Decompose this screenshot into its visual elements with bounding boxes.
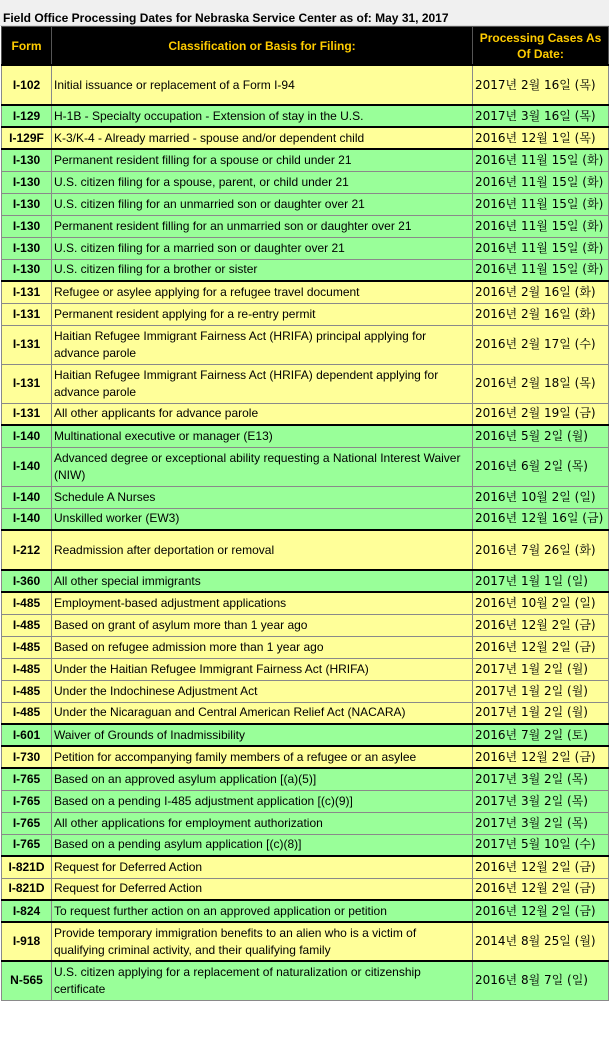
table-row (2, 171, 609, 193)
table-row (2, 403, 609, 425)
table-row (2, 215, 609, 237)
form-cell: I-485 (2, 680, 52, 702)
classification-cell: Request for Deferred Action (52, 878, 473, 900)
processing-date-cell: 2017년 5월 10일 (수) (473, 834, 609, 856)
form-cell: I-130 (2, 259, 52, 281)
processing-date-cell: 2016년 10월 2일 (일) (473, 592, 609, 614)
table-row (2, 237, 609, 259)
processing-date-column-header: Processing Cases As Of Date: (473, 27, 609, 66)
form-cell: I-140 (2, 486, 52, 508)
processing-date-cell: 2016년 2월 19일 (금) (473, 403, 609, 425)
processing-date-cell: 2016년 11월 15일 (화) (473, 171, 609, 193)
table-row (2, 530, 609, 570)
table-row (2, 127, 609, 149)
form-cell: I-131 (2, 303, 52, 325)
classification-cell: Advanced degree or exceptional ability requesting a National Interest Waiver (NIW) (52, 447, 473, 486)
processing-date-cell: 2016년 2월 17일 (수) (473, 325, 609, 364)
table-row (2, 878, 609, 900)
processing-date-cell: 2017년 1월 1일 (일) (473, 570, 609, 592)
form-cell: I-130 (2, 237, 52, 259)
processing-date-cell: 2017년 1월 2일 (월) (473, 658, 609, 680)
table-row (2, 193, 609, 215)
processing-date-cell: 2016년 12월 16일 (금) (473, 508, 609, 530)
classification-cell: Haitian Refugee Immigrant Fairness Act (HRIFA) dependent applying for advance parole (52, 364, 473, 403)
form-cell: I-140 (2, 447, 52, 486)
form-cell: I-131 (2, 281, 52, 303)
form-cell: I-821D (2, 856, 52, 878)
form-cell: I-485 (2, 592, 52, 614)
table-row (2, 746, 609, 768)
processing-date-cell: 2017년 2월 16일 (목) (473, 65, 609, 105)
classification-cell: Under the Haitian Refugee Immigrant Fairness Act (HRIFA) (52, 658, 473, 680)
classification-cell: U.S. citizen applying for a replacement of naturalization or citizenship certificate (52, 961, 473, 1000)
form-cell: I-212 (2, 530, 52, 570)
processing-date-cell: 2016년 12월 2일 (금) (473, 746, 609, 768)
processing-date-cell: 2016년 12월 2일 (금) (473, 878, 609, 900)
table-row (2, 364, 609, 403)
processing-date-cell: 2016년 11월 15일 (화) (473, 193, 609, 215)
table-row (2, 636, 609, 658)
processing-date-cell: 2016년 12월 2일 (금) (473, 856, 609, 878)
classification-cell: Based on an approved asylum application [(a)(5)] (52, 768, 473, 790)
form-cell: I-130 (2, 193, 52, 215)
processing-date-cell: 2016년 11월 15일 (화) (473, 259, 609, 281)
processing-date-cell: 2016년 10월 2일 (일) (473, 486, 609, 508)
table-row (2, 856, 609, 878)
form-cell: I-129 (2, 105, 52, 127)
classification-cell: Petition for accompanying family members of a refugee or an asylee (52, 746, 473, 768)
table-row (2, 614, 609, 636)
table-row (2, 812, 609, 834)
table-row (2, 768, 609, 790)
processing-date-cell: 2016년 12월 2일 (금) (473, 900, 609, 922)
form-cell: I-918 (2, 922, 52, 961)
classification-cell: All other special immigrants (52, 570, 473, 592)
classification-cell: Readmission after deportation or removal (52, 530, 473, 570)
form-cell: I-765 (2, 812, 52, 834)
classification-cell: U.S. citizen filing for an unmarried son or daughter over 21 (52, 193, 473, 215)
classification-cell: All other applicants for advance parole (52, 403, 473, 425)
classification-cell: U.S. citizen filing for a married son or daughter over 21 (52, 237, 473, 259)
processing-date-cell: 2016년 6월 2일 (목) (473, 447, 609, 486)
table-row (2, 680, 609, 702)
classification-cell: Initial issuance or replacement of a Form I-94 (52, 65, 473, 105)
processing-date-cell: 2017년 3월 2일 (목) (473, 768, 609, 790)
processing-date-cell: 2016년 11월 15일 (화) (473, 237, 609, 259)
form-cell: I-130 (2, 215, 52, 237)
form-cell: I-485 (2, 658, 52, 680)
processing-date-cell: 2017년 3월 16일 (목) (473, 105, 609, 127)
form-cell: I-485 (2, 614, 52, 636)
table-header-row (2, 27, 609, 66)
classification-cell: Permanent resident filling for a spouse or child under 21 (52, 149, 473, 171)
table-row (2, 961, 609, 1000)
table-row (2, 922, 609, 961)
classification-cell: Haitian Refugee Immigrant Fairness Act (HRIFA) principal applying for advance parole (52, 325, 473, 364)
processing-date-cell: 2017년 1월 2일 (월) (473, 680, 609, 702)
classification-cell: Refugee or asylee applying for a refugee travel document (52, 281, 473, 303)
processing-date-cell: 2017년 3월 2일 (목) (473, 790, 609, 812)
table-row (2, 281, 609, 303)
form-cell: I-824 (2, 900, 52, 922)
classification-cell: Unskilled worker (EW3) (52, 508, 473, 530)
form-cell: I-140 (2, 508, 52, 530)
table-row (2, 303, 609, 325)
form-cell: I-360 (2, 570, 52, 592)
classification-cell: Employment-based adjustment applications (52, 592, 473, 614)
processing-date-cell: 2016년 12월 2일 (금) (473, 614, 609, 636)
form-cell: I-485 (2, 702, 52, 724)
table-row (2, 658, 609, 680)
form-cell: I-821D (2, 878, 52, 900)
form-cell: I-130 (2, 171, 52, 193)
form-cell: N-565 (2, 961, 52, 1000)
classification-cell: Under the Nicaraguan and Central American Relief Act (NACARA) (52, 702, 473, 724)
processing-date-cell: 2016년 2월 18일 (목) (473, 364, 609, 403)
classification-cell: K-3/K-4 - Already married - spouse and/or dependent child (52, 127, 473, 149)
processing-date-cell: 2016년 12월 1일 (목) (473, 127, 609, 149)
form-cell: I-102 (2, 65, 52, 105)
processing-date-cell: 2016년 2월 16일 (화) (473, 303, 609, 325)
classification-cell: Based on a pending I-485 adjustment application [(c)(9)] (52, 790, 473, 812)
processing-date-cell: 2016년 11월 15일 (화) (473, 215, 609, 237)
processing-dates-table (1, 26, 609, 1001)
form-cell: I-131 (2, 325, 52, 364)
classification-cell: All other applications for employment authorization (52, 812, 473, 834)
processing-date-cell: 2016년 2월 16일 (화) (473, 281, 609, 303)
table-row (2, 447, 609, 486)
form-cell: I-131 (2, 403, 52, 425)
table-row (2, 65, 609, 105)
classification-cell: Based on a pending asylum application [(c)(8)] (52, 834, 473, 856)
classification-cell: Permanent resident applying for a re-entry permit (52, 303, 473, 325)
table-row (2, 486, 609, 508)
classification-column-header: Classification or Basis for Filing: (52, 27, 473, 66)
form-cell: I-129F (2, 127, 52, 149)
classification-cell: Request for Deferred Action (52, 856, 473, 878)
classification-cell: Based on refugee admission more than 1 year ago (52, 636, 473, 658)
table-row (2, 790, 609, 812)
page-title: Field Office Processing Dates for Nebraska Service Center as of: May 31, 2017 (0, 0, 609, 26)
form-column-header: Form (2, 27, 52, 66)
processing-date-cell: 2016년 7월 2일 (토) (473, 724, 609, 746)
table-row (2, 724, 609, 746)
classification-cell: Waiver of Grounds of Inadmissibility (52, 724, 473, 746)
form-cell: I-765 (2, 768, 52, 790)
form-cell: I-140 (2, 425, 52, 447)
processing-date-cell: 2016년 5월 2일 (월) (473, 425, 609, 447)
form-cell: I-765 (2, 834, 52, 856)
table-row (2, 325, 609, 364)
classification-cell: Permanent resident filling for an unmarried son or daughter over 21 (52, 215, 473, 237)
processing-date-cell: 2016년 8월 7일 (일) (473, 961, 609, 1000)
table-row (2, 702, 609, 724)
form-cell: I-131 (2, 364, 52, 403)
processing-date-cell: 2016년 7월 26일 (화) (473, 530, 609, 570)
classification-cell: H-1B - Specialty occupation - Extension of stay in the U.S. (52, 105, 473, 127)
form-cell: I-730 (2, 746, 52, 768)
table-row (2, 592, 609, 614)
classification-cell: U.S. citizen filing for a spouse, parent, or child under 21 (52, 171, 473, 193)
classification-cell: Schedule A Nurses (52, 486, 473, 508)
processing-date-cell: 2016년 12월 2일 (금) (473, 636, 609, 658)
table-row (2, 425, 609, 447)
table-row (2, 834, 609, 856)
table-body (2, 65, 609, 1000)
classification-cell: Based on grant of asylum more than 1 year ago (52, 614, 473, 636)
table-row (2, 259, 609, 281)
form-cell: I-765 (2, 790, 52, 812)
form-cell: I-130 (2, 149, 52, 171)
table-row (2, 570, 609, 592)
processing-date-cell: 2017년 1월 2일 (월) (473, 702, 609, 724)
table-row (2, 105, 609, 127)
form-cell: I-485 (2, 636, 52, 658)
table-row (2, 149, 609, 171)
table-row (2, 508, 609, 530)
classification-cell: U.S. citizen filing for a brother or sister (52, 259, 473, 281)
processing-date-cell: 2016년 11월 15일 (화) (473, 149, 609, 171)
form-cell: I-601 (2, 724, 52, 746)
classification-cell: Under the Indochinese Adjustment Act (52, 680, 473, 702)
processing-date-cell: 2014년 8월 25일 (월) (473, 922, 609, 961)
table-row (2, 900, 609, 922)
classification-cell: Provide temporary immigration benefits to an alien who is a victim of qualifying criminal activity, and their qualifying family (52, 922, 473, 961)
processing-date-cell: 2017년 3월 2일 (목) (473, 812, 609, 834)
classification-cell: Multinational executive or manager (E13) (52, 425, 473, 447)
classification-cell: To request further action on an approved application or petition (52, 900, 473, 922)
